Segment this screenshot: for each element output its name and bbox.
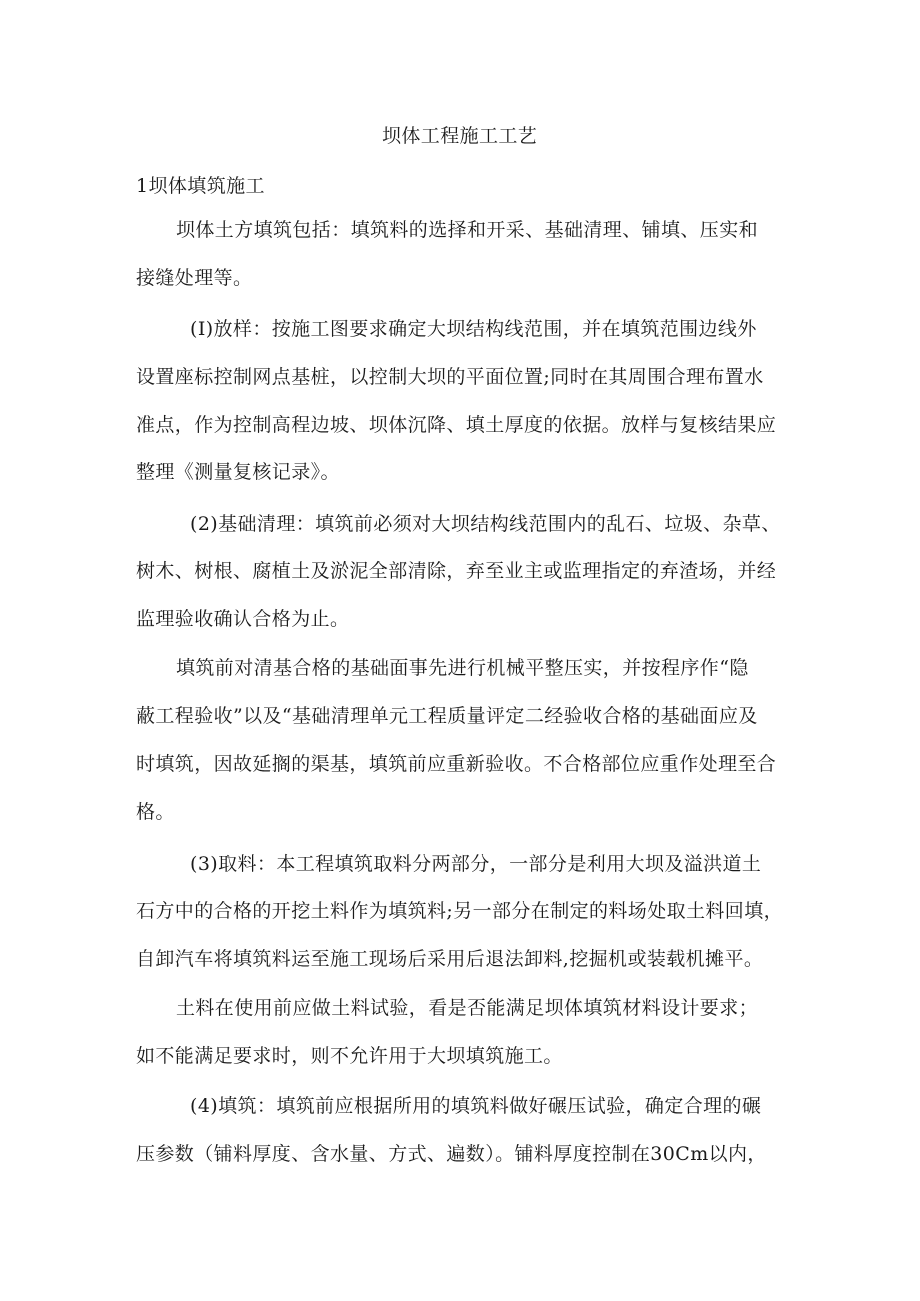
- text-line: 树木、树根、腐植土及淤泥全部清除，弃至业主或监理指定的弃渣场，并经: [136, 560, 777, 582]
- text-line: 设置座标控制网点基桩，以控制大坝的平面位置;同时在其周围合理布置水: [136, 366, 764, 388]
- section-heading: 1坝体填筑施工: [136, 175, 265, 197]
- text-line: 如不能满足要求时，则不允许用于大坝填筑施工。: [136, 1045, 563, 1067]
- text-line: 坝体土方填筑包括：填筑料的选择和开采、基础清理、铺填、压实和: [176, 219, 759, 241]
- text-line: 土料在使用前应做土料试验，看是否能满足坝体填筑材料设计要求；: [176, 997, 759, 1019]
- text-line: 格。: [136, 801, 175, 823]
- text-line: (2)基础清理：填筑前必须对大坝结构线范围内的乱石、垃圾、杂草、: [190, 513, 781, 535]
- text-line: 自卸汽车将填筑料运至施工现场后采用后退法卸料,挖掘机或装载机摊平。: [136, 948, 764, 970]
- text-line: 时填筑，因故延搁的渠基，填筑前应重新验收。不合格部位应重作处理至合: [136, 753, 777, 775]
- text-line: 准点，作为控制高程边坡、坝体沉降、填土厚度的依据。放样与复核结果应: [136, 414, 777, 436]
- text-line: 蔽工程验收”以及“基础清理单元工程质量评定二经验收合格的基础面应及: [136, 705, 758, 727]
- text-line: (4)填筑：填筑前应根据所用的填筑料做好碾压试验，确定合理的碾: [190, 1095, 762, 1117]
- text-line: 石方中的合格的开挖土料作为填筑料;另一部分在制定的料场处取土料回填，: [136, 900, 784, 922]
- text-line: 接缝处理等。: [136, 267, 253, 289]
- text-line: (I)放样：按施工图要求确定大坝结构线范围，并在填筑范围边线外: [190, 318, 757, 340]
- text-line: (3)取料：本工程填筑取料分两部分，一部分是利用大坝及溢洪道土: [190, 853, 762, 875]
- text-line: 填筑前对清基合格的基础面事先进行机械平整压实，并按程序作“隐: [176, 657, 749, 679]
- text-line: 整理《测量复核记录》。: [136, 461, 340, 483]
- document-title: 坝体工程施工工艺: [382, 125, 538, 147]
- text-line: 监理验收确认合格为止。: [136, 608, 350, 630]
- text-line: 压参数（铺料厚度、含水量、方式、遍数）。铺料厚度控制在30Cm以内，: [136, 1143, 767, 1165]
